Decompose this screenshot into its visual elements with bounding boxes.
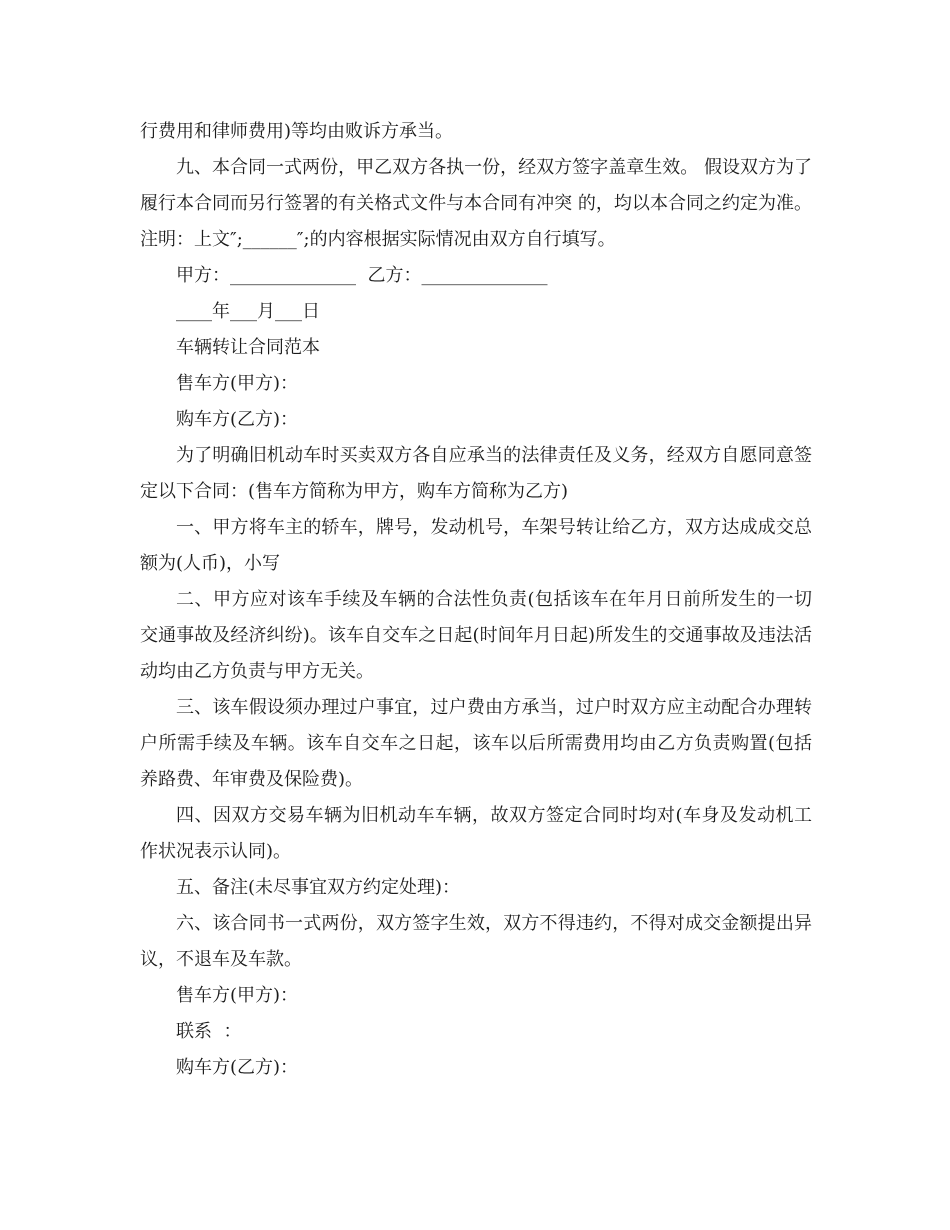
seller-signature-label: 售车方(甲方)： (176, 985, 299, 1006)
buyer-signature-label: 购车方(乙方)： (176, 1057, 299, 1078)
contact-label: 联系 ： (176, 1021, 242, 1042)
seller-label: 售车方(甲方)： (176, 373, 299, 394)
clause-six: 六、该合同书一式两份，双方签字生效，双方不得违约，不得对成交金额提出异议，不退车及车款。 (140, 913, 812, 970)
document-body (140, 114, 818, 1086)
contract-title: 车辆转让合同范本 (176, 337, 320, 358)
clause-one: 一、甲方将车主的轿车，牌号，发动机号，车架号转让给乙方，双方达成成交总额为(人币)，小写 (140, 517, 812, 574)
preamble: 为了明确旧机动车时买卖双方各自应承当的法律责任及义务，经双方自愿同意签定以下合同：(售车方简称为甲方，购车方简称为乙方) (140, 445, 812, 502)
paragraph-continuation: 行费用和律师费用)等均由败诉方承当。 (140, 121, 454, 142)
date-line: ____年___月___日 (176, 301, 320, 322)
signature-line-party-ab: 甲方：______________ 乙方：______________ (176, 265, 548, 286)
clause-two: 二、甲方应对该车手续及车辆的合法性负责(包括该车在年月日前所发生的一切交通事故及经济纠纷)。该车自交车之日起(时间年月日起)所发生的交通事故及违法活动均由乙方负责与甲方无关。 (140, 589, 812, 682)
buyer-label: 购车方(乙方)： (176, 409, 299, 430)
clause-three: 三、该车假设须办理过户事宜，过户费由方承当，过户时双方应主动配合办理转户所需手续及车辆。该车自交车之日起，该车以后所需费用均由乙方负责购置(包括养路费、年审费及保险费)。 (140, 697, 812, 790)
clause-four: 四、因双方交易车辆为旧机动车车辆，故双方签定合同时均对(车身及发动机工作状况表示认同)。 (140, 805, 812, 862)
clause-five: 五、备注(未尽事宜双方约定处理)： (176, 877, 461, 898)
clause-nine: 九、本合同一式两份，甲乙双方各执一份，经双方签字盖章生效。 假设双方为了履行本合同而另行签署的有关格式文件与本合同有冲突 的，均以本合同之约定为准。 注明：上文″;______″;的内容根据实际情况由双方自行填写。 (140, 157, 818, 250)
